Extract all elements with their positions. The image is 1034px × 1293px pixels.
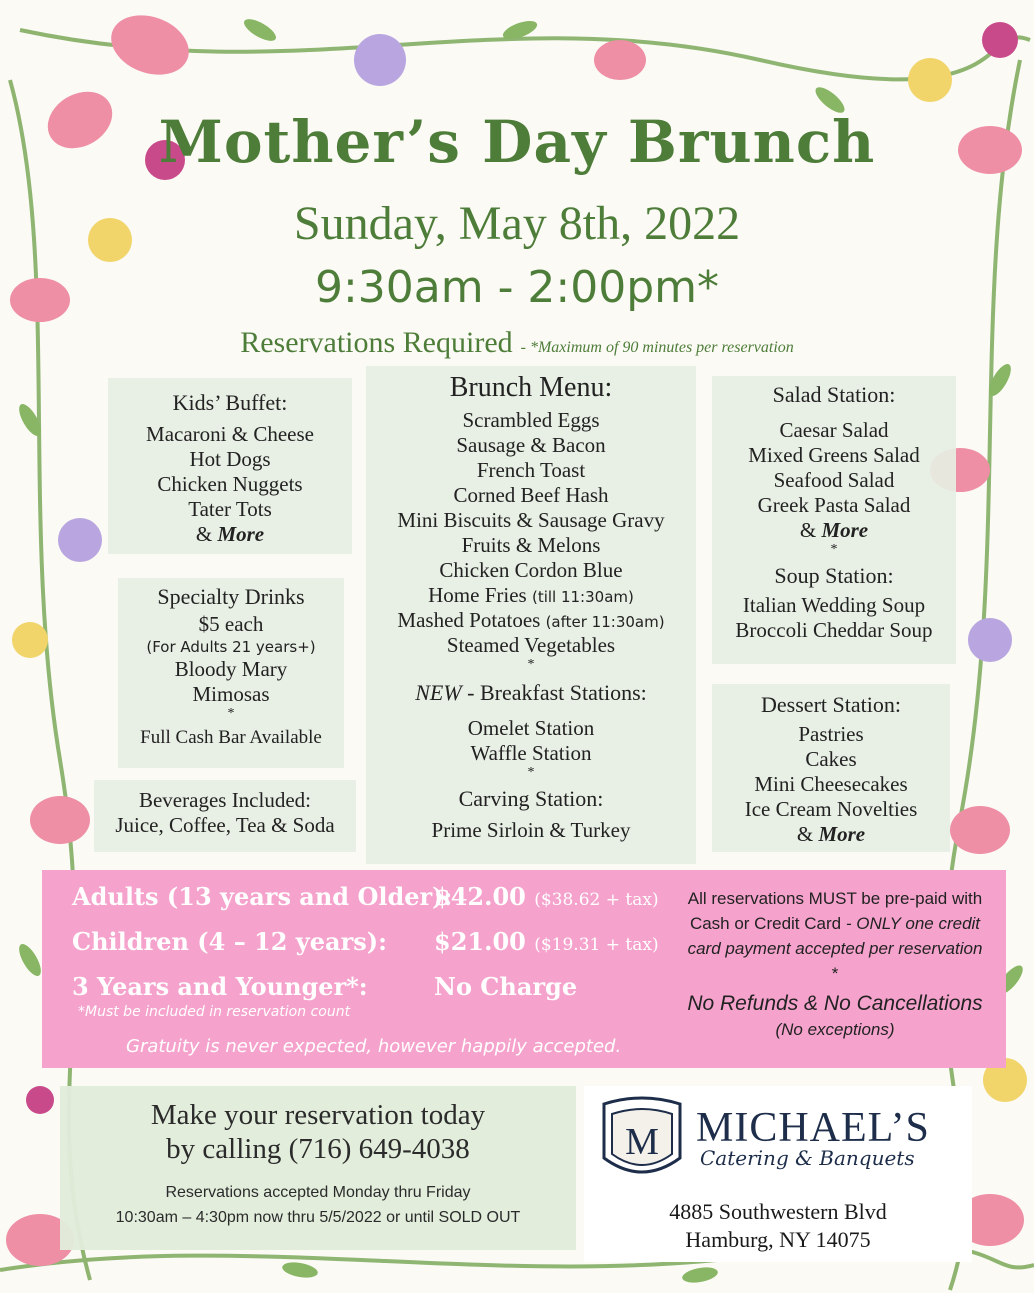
separator-asterisk: *: [527, 765, 535, 780]
list-item: Broccoli Cheddar Soup: [735, 618, 933, 642]
event-hours: 9:30am - 2:00pm*: [314, 262, 720, 313]
policy-one-card: - ONLY one credit: [845, 914, 981, 933]
price-label-adults: Adults (13 years and Older):: [72, 882, 453, 911]
list-item: [366, 608, 696, 633]
separator-asterisk: *: [830, 542, 838, 557]
price-value: $42.00: [434, 882, 526, 911]
more-line: [712, 822, 950, 847]
flower-lavender: [968, 618, 1012, 662]
more-label: More: [217, 522, 265, 546]
crest-icon: [596, 1094, 688, 1186]
list-item: [366, 583, 696, 608]
soup-station-heading: Soup Station:: [774, 563, 894, 588]
list-item: Mimosas: [192, 682, 270, 706]
list-item: Bloody Mary: [174, 657, 288, 681]
call-hours-2: 10:30am – 4:30pm now thru 5/5/2022 or until SOLD OUT: [115, 1209, 521, 1226]
breakfast-stations-heading: [366, 680, 696, 706]
event-title: Mother’s Day Brunch: [158, 108, 876, 176]
reservations-required: Reservations Required: [240, 326, 513, 359]
ampersand: &: [799, 518, 822, 542]
gratuity-note: Gratuity is never expected, however happily accepted.: [126, 1036, 622, 1057]
dessert-station-heading: Dessert Station:: [761, 692, 901, 717]
list-item: Steamed Vegetables: [446, 633, 616, 657]
specialty-drinks-box: [118, 578, 344, 768]
list-item: Seafood Salad: [773, 468, 895, 492]
list-item: Cakes: [805, 747, 857, 771]
leaf: [15, 941, 45, 979]
payment-policy: [670, 886, 1000, 1040]
policy-line-1: All reservations MUST be pre-paid with: [687, 889, 983, 908]
drinks-age-note: (For Adults 21 years+): [146, 638, 316, 656]
list-item: Omelet Station: [467, 716, 595, 740]
address-line-1: 4885 Southwestern Blvd: [669, 1199, 887, 1224]
flower-lavender: [58, 518, 102, 562]
price-children: [434, 927, 659, 956]
address-line-2: Hamburg, NY 14075: [685, 1227, 871, 1252]
event-date: Sunday, May 8th, 2022: [293, 197, 741, 250]
more-line: [712, 518, 956, 543]
beverages-box: [94, 780, 356, 852]
list-item: Ice Cream Novelties: [744, 797, 918, 821]
list-item: Fruits & Melons: [461, 533, 601, 557]
specialty-drinks-heading: Specialty Drinks: [157, 584, 305, 609]
price-label-toddlers: 3 Years and Younger*:: [72, 972, 368, 1001]
cash-bar-note: Full Cash Bar Available: [140, 727, 322, 748]
separator-asterisk: *: [831, 964, 839, 983]
mashed-note: (after 11:30am): [545, 613, 665, 631]
list-item: Chicken Cordon Blue: [439, 558, 623, 582]
policy-line-3: card payment accepted per reservation: [687, 939, 983, 958]
pricing-panel: [42, 870, 1006, 1068]
flower-lavender: [354, 34, 406, 86]
call-phone-line: by calling (716) 649-4038: [166, 1133, 470, 1165]
brand-subtitle: Catering & Banquets: [700, 1146, 915, 1170]
kids-buffet-heading: Kids’ Buffet:: [172, 390, 288, 415]
list-item: French Toast: [476, 458, 586, 482]
max-time-note: - *Maximum of 90 minutes per reservation: [520, 339, 794, 356]
leaf: [681, 1265, 719, 1285]
home-fries: Home Fries: [428, 583, 527, 607]
flower-yellow: [908, 58, 952, 102]
leaf: [241, 15, 279, 45]
list-item: Chicken Nuggets: [157, 472, 303, 496]
dessert-station-box: [712, 684, 950, 852]
ampersand: &: [195, 522, 218, 546]
no-refunds: No Refunds & No Cancellations: [687, 992, 983, 1015]
salad-station-heading: Salad Station:: [772, 382, 896, 407]
call-hours-1: Reservations accepted Monday thru Friday: [165, 1184, 471, 1201]
flower-pink: [950, 806, 1010, 854]
count-note: *Must be included in reservation count: [78, 1004, 351, 1020]
flower-pink: [103, 5, 197, 85]
price-value: $21.00: [434, 927, 526, 956]
price-tax: ($38.62 + tax): [534, 890, 659, 910]
beverages-list: Juice, Coffee, Tea & Soda: [115, 813, 335, 837]
home-fries-note: (till 11:30am): [531, 588, 634, 606]
flower-yellow: [12, 622, 48, 658]
no-exceptions: (No exceptions): [775, 1020, 895, 1039]
reservation-call-box: [60, 1086, 576, 1250]
crest-letter: M: [625, 1121, 659, 1163]
policy-line-2: [670, 911, 1000, 936]
list-item: Greek Pasta Salad: [757, 493, 911, 517]
list-item: Hot Dogs: [189, 447, 271, 471]
more-line: [108, 522, 352, 547]
reservations-line: [0, 326, 1034, 360]
price-toddlers: No Charge: [434, 972, 578, 1001]
more-label: More: [821, 518, 869, 542]
call-line-1: Make your reservation today: [150, 1099, 486, 1131]
mashed-potatoes: Mashed Potatoes: [397, 608, 541, 632]
kids-buffet-box: [108, 378, 352, 554]
price-label-children: Children (4 – 12 years):: [72, 927, 387, 956]
breakfast-stations-label: - Breakfast Stations:: [467, 680, 647, 705]
salad-station-box: [712, 376, 956, 664]
list-item: Waffle Station: [470, 741, 592, 765]
brunch-menu-box: [366, 366, 696, 864]
list-item: Mini Cheesecakes: [754, 772, 908, 796]
list-item: Italian Wedding Soup: [742, 593, 926, 617]
list-item: Pastries: [798, 722, 864, 746]
flower-pink: [594, 40, 646, 80]
policy-cash-credit: Cash or Credit Card: [689, 914, 842, 933]
list-item: Tater Tots: [188, 497, 272, 521]
beverages-heading: Beverages Included:: [138, 788, 311, 812]
drinks-price: $5 each: [198, 612, 264, 636]
list-item: Mini Biscuits & Sausage Gravy: [397, 508, 665, 532]
flower-pink: [30, 796, 90, 844]
price-tax: ($19.31 + tax): [534, 935, 659, 955]
list-item: Mixed Greens Salad: [748, 443, 920, 467]
separator-asterisk: *: [527, 657, 535, 672]
new-label: NEW: [415, 680, 462, 705]
more-label: More: [818, 822, 866, 846]
list-item: Sausage & Bacon: [456, 433, 606, 457]
flower-magenta: [26, 1086, 54, 1114]
brunch-menu-heading: Brunch Menu:: [449, 372, 613, 403]
list-item: Scrambled Eggs: [462, 408, 600, 432]
price-adults: [434, 882, 659, 911]
flower-magenta: [982, 22, 1018, 58]
list-item: Caesar Salad: [779, 418, 889, 442]
list-item: Macaroni & Cheese: [146, 422, 314, 446]
ampersand: &: [796, 822, 819, 846]
brand-name: MICHAEL’S: [696, 1105, 930, 1151]
list-item: Prime Sirloin & Turkey: [431, 818, 631, 842]
venue-logo-block: [584, 1086, 972, 1262]
carving-station-heading: Carving Station:: [458, 786, 604, 811]
leaf: [281, 1260, 319, 1280]
separator-asterisk: *: [227, 706, 235, 721]
venue-address: [584, 1198, 972, 1254]
list-item: Corned Beef Hash: [453, 483, 609, 507]
